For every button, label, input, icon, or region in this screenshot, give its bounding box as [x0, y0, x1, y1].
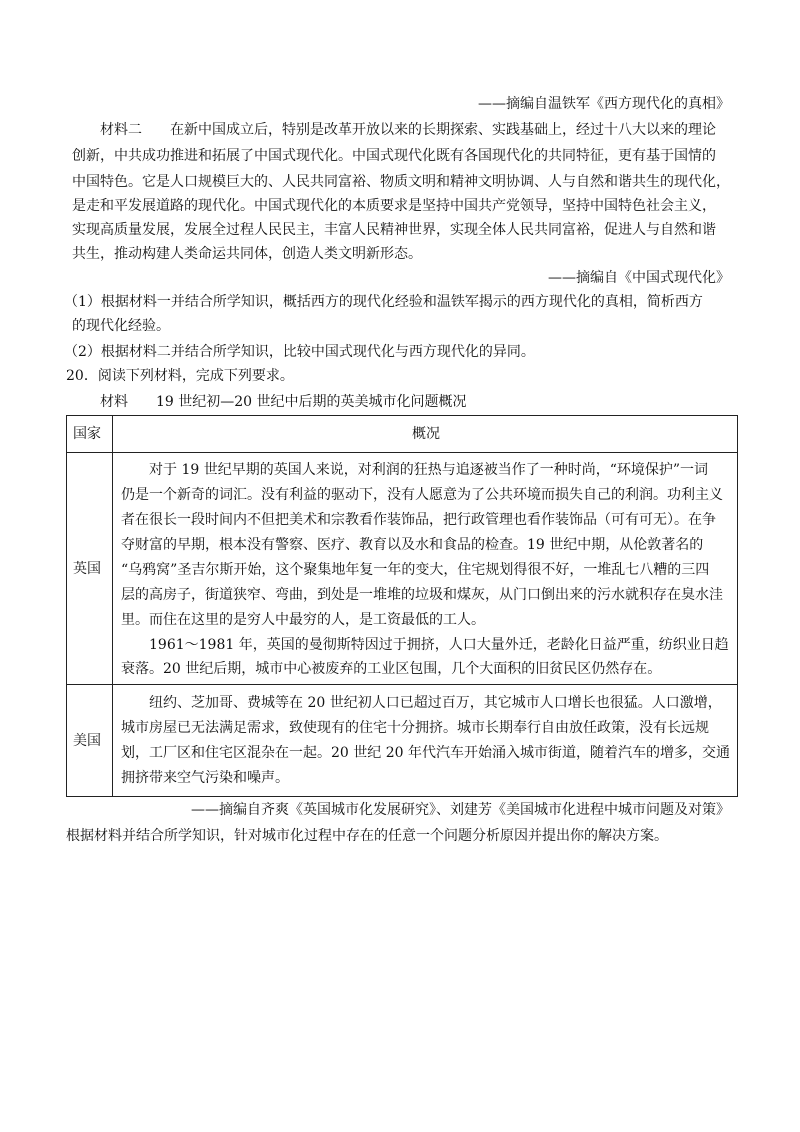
- uk-line: 衰落。20 世纪后期，城市中心被废弃的工业区包围，几个大面积的旧贫民区仍然存在。: [121, 661, 662, 677]
- question-1-cont: 的现代化经验。: [72, 318, 170, 334]
- final-question: 根据材料并结合所学知识，针对城市化过程中存在的任意一个问题分析原因并提出你的解决方案。: [66, 828, 668, 844]
- us-line: 纽约、芝加哥、费城等在 20 世纪初人口已超过百万，其它城市人口增长也很猛。人口激增，: [149, 695, 722, 711]
- uk-line: 仍是一个新奇的词汇。没有利益的驱动下，没有人愿意为了公共环境而损失自己的利润。功利主义: [121, 487, 723, 503]
- column-divider: [112, 416, 113, 796]
- uk-line: 1961～1981 年，英国的曼彻斯特因过于拥挤，人口大量外迁，老龄化日益严重，纺织业日趋: [149, 637, 729, 653]
- question-20-intro: 20．阅读下列材料，完成下列要求。: [66, 368, 294, 384]
- uk-line: “乌鸦窝”圣吉尔斯开始，这个聚集地年复一年的变大，住宅规划得很不好，一堆乱七八糟的三四: [121, 562, 710, 578]
- paragraph-line: 中国特色。它是人口规模巨大的、人民共同富裕、物质文明和精神文明协调、人与自然和谐共生的现代化，: [72, 174, 730, 190]
- paragraph-line: 共生，推动构建人类命运共同体，创造人类文明新形态。: [72, 246, 422, 262]
- paragraph-line: 实现高质量发展，发展全过程人民民主，丰富人民精神世界，实现全体人民共同富裕，促进人与自然和谐: [72, 222, 716, 238]
- question-1: （1）根据材料一并结合所学知识，概括西方的现代化经验和温铁军揭示的西方现代化的真相，简析西方: [64, 294, 703, 310]
- row-divider: [67, 684, 737, 685]
- paragraph-line: 创新，中共成功推进和拓展了中国式现代化。中国式现代化既有各国现代化的共同特征，更有基于国情的: [72, 148, 716, 164]
- paragraph-line: 是走和平发展道路的现代化。中国式现代化的本质要求是坚持中国共产党领导，坚持中国特色社会主义，: [72, 198, 716, 214]
- us-line: 拥挤带来空气污染和噪声。: [121, 770, 289, 786]
- uk-line: 夺财富的早期，根本没有警察、医疗、教育以及水和食品的检查。19 世纪中期，从伦敦著名的: [121, 537, 704, 553]
- uk-line: 层的高房子，街道狭窄、弯曲，到处是一堆堆的垃圾和煤灰，从门口倒出来的污水就积存在臭水洼: [121, 587, 723, 603]
- uk-line: 里。而住在这里的是穷人中最穷的人，是工资最低的工人。: [121, 612, 485, 628]
- material-title: 材料 19 世纪初—20 世纪中后期的英美城市化问题概况: [100, 394, 467, 410]
- material2-source: ——摘编自《中国式现代化》: [548, 270, 730, 286]
- us-line: 城市房屋已无法满足需求，致使现有的住宅十分拥挤。城市长期奉行自由放任政策，没有长远规: [121, 720, 709, 736]
- uk-line: 对于 19 世纪早期的英国人来说，对利润的狂热与追逐被当作了一种时尚，“环境保护”一词: [149, 462, 709, 478]
- table-source: ——摘编自齐爽《英国城市化发展研究》、刘建芳《美国城市化进程中城市问题及对策》: [191, 802, 730, 818]
- header-overview: 概况: [412, 426, 440, 442]
- row-label-us: 美国: [73, 733, 101, 749]
- urbanization-table: [66, 415, 738, 797]
- row-divider: [67, 452, 737, 453]
- material1-source: ——摘编自温铁军《西方现代化的真相》: [478, 96, 730, 112]
- header-country: 国家: [73, 426, 101, 442]
- us-line: 划，工厂区和住宅区混杂在一起。20 世纪 20 年代汽车开始涌入城市街道，随着汽车的增多，交通: [121, 745, 730, 761]
- paragraph-line: 材料二 在新中国成立后，特别是改革开放以来的长期探索、实践基础上，经过十八大以来的理论: [100, 122, 716, 138]
- row-label-uk: 英国: [73, 561, 101, 577]
- uk-line: 者在很长一段时间内不但把美术和宗教看作装饰品，把行政管理也看作装饰品（可有可无）。在争: [121, 512, 716, 528]
- question-2: （2）根据材料二并结合所学知识，比较中国式现代化与西方现代化的异同。: [64, 344, 535, 360]
